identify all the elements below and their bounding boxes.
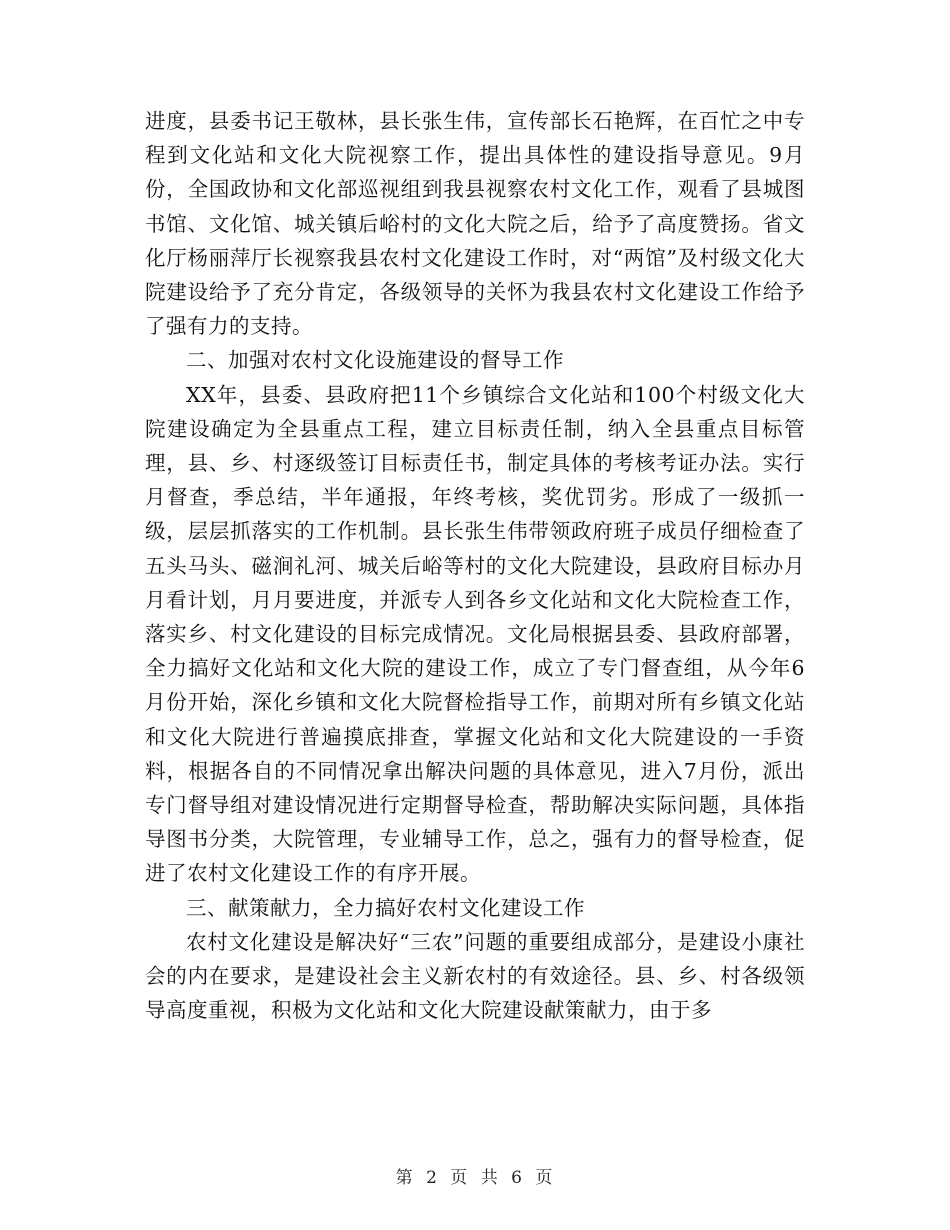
page-number-footer: 第 2 页 共 6 页 [395, 1168, 555, 1188]
document-body [145, 104, 805, 1027]
section-heading-2: 二、加强对农村文化设施建设的督导工作 [186, 348, 564, 373]
paragraph-continuation: 进度，县委书记王敬林，县长张生伟，宣传部长石艳辉，在百忙之中专程到文化站和文化大院视察工作，提出具体性的建设指导意见。9月份，全国政协和文化部巡视组到我县视察农村文化工作，观看了县城图书馆、文化馆、城关镇后峪村的文化大院之后，给予了高度赞扬。省文化厅杨丽萍厅长视察我县农村文化建设工作时，对“两馆”及村级文化大院建设给予了充分肯定，各级领导的关怀为我县农村文化建设工作给予了强有力的支持。 [145, 109, 805, 339]
section-heading-3: 三、献策献力，全力搞好农村文化建设工作 [186, 895, 585, 920]
paragraph-supervision: XX年，县委、县政府把11个乡镇综合文化站和100个村级文化大院建设确定为全县重点工程，建立目标责任制，纳入全县重点目标管理，县、乡、村逐级签订目标责任书，制定具体的考核考证办法。实行月督查，季总结，半年通报，年终考核，奖优罚劣。形成了一级抓一级，层层抓落实的工作机制。县长张生伟带领政府班子成员仔细检查了五头马头、磁涧礼河、城关后峪等村的文化大院建设，县政府目标办月月看计划，月月要进度，并派专人到各乡文化站和文化大院检查工作，落实乡、村文化建设的目标完成情况。文化局根据县委、县政府部署，全力搞好文化站和文化大院的建设工作，成立了专门督查组，从今年6月份开始，深化乡镇和文化大院督检指导工作，前期对所有乡镇文化站和文化大院进行普遍摸底排查，掌握文化站和文化大院建设的一手资料，根据各自的不同情况拿出解决问题的具体意见，进入7月份，派出专门督导组对建设情况进行定期督导检查，帮助解决实际问题，具体指导图书分类，大院管理，专业辅导工作，总之，强有力的督导检查，促进了农村文化建设工作的有序开展。 [145, 382, 805, 886]
paragraph-rural-culture: 农村文化建设是解决好“三农”问题的重要组成部分，是建设小康社会的内在要求，是建设社会主义新农村的有效途径。县、乡、村各级领导高度重视，积极为文化站和文化大院建设献策献力，由于多 [145, 929, 805, 1023]
